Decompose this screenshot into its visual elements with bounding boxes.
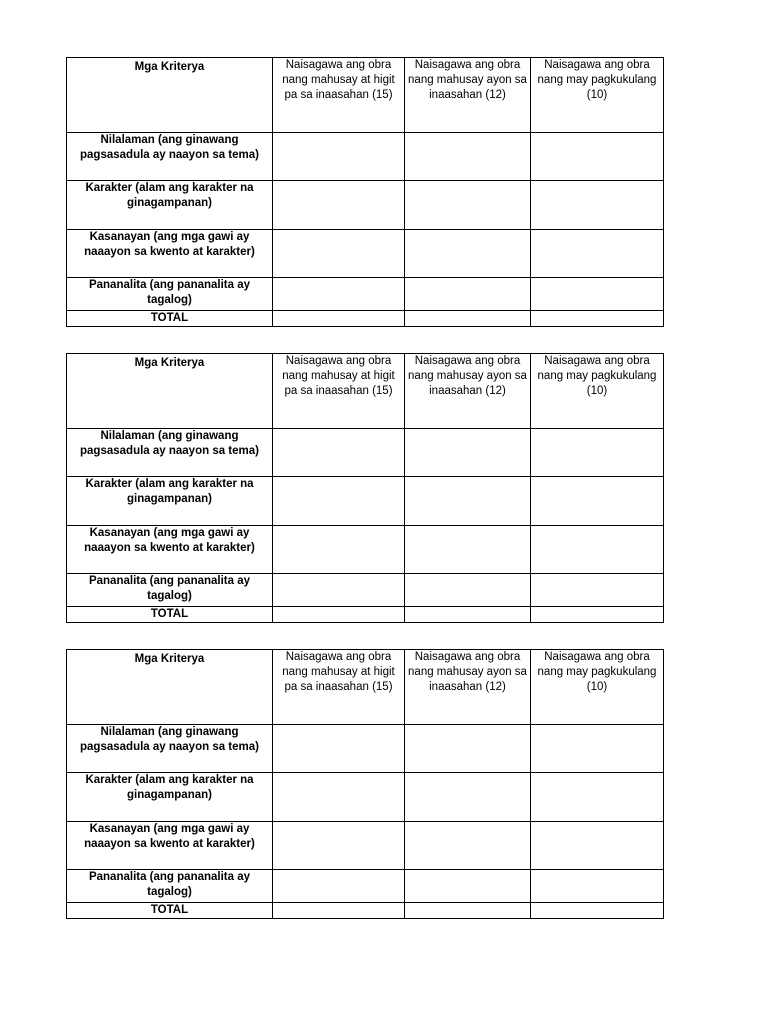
score-cell[interactable] (405, 725, 531, 773)
criterion-pananalita: Pananalita (ang pananalita ay tagalog) (67, 278, 273, 311)
criterion-karakter: Karakter (alam ang karakter na ginagampanan) (67, 477, 273, 526)
criterion-karakter: Karakter (alam ang karakter na ginagampanan) (67, 181, 273, 230)
table-row (67, 870, 664, 903)
score-cell[interactable] (405, 278, 531, 311)
total-cell[interactable] (531, 607, 664, 623)
score-cell[interactable] (405, 133, 531, 181)
score-cell[interactable] (405, 870, 531, 903)
score-cell[interactable] (405, 822, 531, 870)
score-cell[interactable] (273, 230, 405, 278)
criterion-nilalaman: Nilalaman (ang ginawang pagsasadula ay naayon sa tema) (67, 133, 273, 181)
score-cell[interactable] (531, 526, 664, 574)
score-cell[interactable] (273, 773, 405, 822)
table-row (67, 230, 664, 278)
criteria-header: Mga Kriterya (67, 650, 273, 725)
level-15-header: Naisagawa ang obra nang mahusay at higit pa sa inaasahan (15) (273, 650, 405, 725)
total-cell[interactable] (405, 903, 531, 919)
total-cell[interactable] (405, 311, 531, 327)
table-row (67, 278, 664, 311)
table-row (67, 773, 664, 822)
header-row (67, 650, 664, 725)
table-row (67, 429, 664, 477)
table-row (67, 133, 664, 181)
criteria-header: Mga Kriterya (67, 354, 273, 429)
score-cell[interactable] (531, 230, 664, 278)
table-row (67, 822, 664, 870)
score-cell[interactable] (531, 429, 664, 477)
score-cell[interactable] (405, 429, 531, 477)
score-cell[interactable] (273, 822, 405, 870)
criterion-kasanayan: Kasanayan (ang mga gawi ay naaayon sa kwento at karakter) (67, 526, 273, 574)
level-10-header: Naisagawa ang obra nang may pagkukulang (10) (531, 354, 664, 429)
score-cell[interactable] (273, 574, 405, 607)
criterion-karakter: Karakter (alam ang karakter na ginagampanan) (67, 773, 273, 822)
table-row (67, 477, 664, 526)
total-cell[interactable] (273, 607, 405, 623)
total-cell[interactable] (531, 903, 664, 919)
criterion-nilalaman: Nilalaman (ang ginawang pagsasadula ay naayon sa tema) (67, 429, 273, 477)
total-cell[interactable] (273, 903, 405, 919)
table-row (67, 526, 664, 574)
rubric-table-1 (66, 57, 664, 327)
score-cell[interactable] (405, 773, 531, 822)
level-12-header: Naisagawa ang obra nang mahusay ayon sa inaasahan (12) (405, 354, 531, 429)
score-cell[interactable] (531, 725, 664, 773)
level-12-header: Naisagawa ang obra nang mahusay ayon sa inaasahan (12) (405, 58, 531, 133)
level-10-header: Naisagawa ang obra nang may pagkukulang (10) (531, 650, 664, 725)
score-cell[interactable] (405, 477, 531, 526)
criterion-pananalita: Pananalita (ang pananalita ay tagalog) (67, 574, 273, 607)
level-10-header: Naisagawa ang obra nang may pagkukulang (10) (531, 58, 664, 133)
criterion-pananalita: Pananalita (ang pananalita ay tagalog) (67, 870, 273, 903)
score-cell[interactable] (273, 870, 405, 903)
score-cell[interactable] (273, 133, 405, 181)
total-cell[interactable] (531, 311, 664, 327)
level-15-header: Naisagawa ang obra nang mahusay at higit pa sa inaasahan (15) (273, 354, 405, 429)
score-cell[interactable] (531, 278, 664, 311)
header-row (67, 354, 664, 429)
score-cell[interactable] (405, 230, 531, 278)
table-row (67, 725, 664, 773)
score-cell[interactable] (273, 429, 405, 477)
total-cell[interactable] (405, 607, 531, 623)
total-label: TOTAL (67, 311, 273, 327)
total-cell[interactable] (273, 311, 405, 327)
score-cell[interactable] (273, 526, 405, 574)
score-cell[interactable] (531, 133, 664, 181)
rubric-table-2 (66, 353, 664, 623)
score-cell[interactable] (531, 477, 664, 526)
criterion-kasanayan: Kasanayan (ang mga gawi ay naaayon sa kwento at karakter) (67, 822, 273, 870)
score-cell[interactable] (273, 477, 405, 526)
level-12-header: Naisagawa ang obra nang mahusay ayon sa inaasahan (12) (405, 650, 531, 725)
table-row (67, 574, 664, 607)
score-cell[interactable] (531, 822, 664, 870)
score-cell[interactable] (405, 181, 531, 230)
rubric-table-3 (66, 649, 664, 919)
score-cell[interactable] (273, 181, 405, 230)
score-cell[interactable] (273, 278, 405, 311)
criterion-nilalaman: Nilalaman (ang ginawang pagsasadula ay naayon sa tema) (67, 725, 273, 773)
header-row (67, 58, 664, 133)
score-cell[interactable] (405, 526, 531, 574)
total-label: TOTAL (67, 903, 273, 919)
total-row (67, 607, 664, 623)
score-cell[interactable] (531, 773, 664, 822)
total-row (67, 311, 664, 327)
total-label: TOTAL (67, 607, 273, 623)
score-cell[interactable] (405, 574, 531, 607)
table-row (67, 181, 664, 230)
score-cell[interactable] (531, 870, 664, 903)
total-row (67, 903, 664, 919)
score-cell[interactable] (531, 181, 664, 230)
score-cell[interactable] (531, 574, 664, 607)
score-cell[interactable] (273, 725, 405, 773)
criteria-header: Mga Kriterya (67, 58, 273, 133)
level-15-header: Naisagawa ang obra nang mahusay at higit pa sa inaasahan (15) (273, 58, 405, 133)
criterion-kasanayan: Kasanayan (ang mga gawi ay naaayon sa kwento at karakter) (67, 230, 273, 278)
